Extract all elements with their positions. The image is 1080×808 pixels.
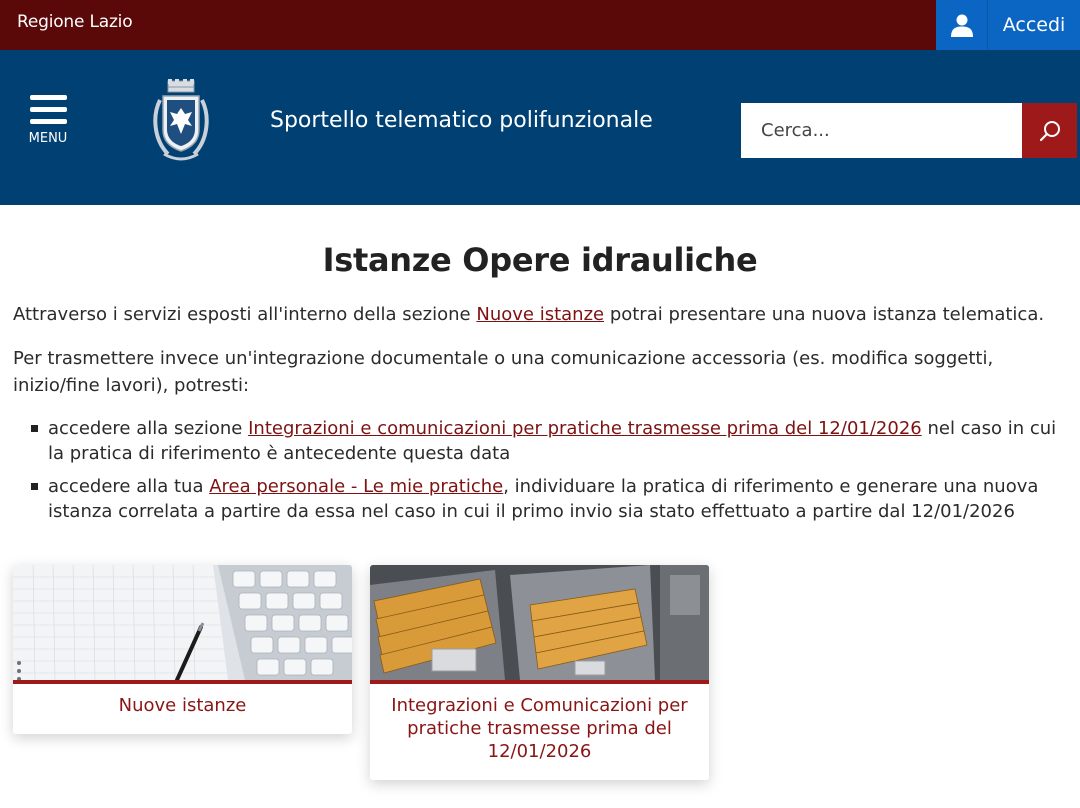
menu-label: MENU	[28, 131, 68, 146]
municipal-crest-logo[interactable]	[150, 78, 212, 168]
options-list	[13, 416, 1067, 524]
search-button[interactable]	[1022, 103, 1077, 158]
site-title[interactable]: Sportello telematico polifunzionale	[270, 108, 653, 133]
user-icon	[936, 0, 988, 50]
list-item	[13, 474, 1067, 524]
site-header	[0, 50, 1080, 205]
keyboard-notebook-image	[13, 565, 352, 680]
file-cabinet-image	[370, 565, 709, 680]
integration-paragraph: Per trasmettere invece un'integrazione documentale o una comunicazione accessoria (es. modifica soggetti, inizio/fine lavori), potresti:	[13, 348, 994, 396]
region-link[interactable]: Regione Lazio	[17, 12, 133, 32]
card-title[interactable]: Nuove istanze	[118, 695, 247, 716]
login-button[interactable]	[936, 0, 1080, 50]
intro-text-after: potrai presentare una nuova istanza telematica.	[604, 304, 1045, 325]
card-nuove-istanze[interactable]	[13, 565, 352, 734]
option-text-after: , individuare la pratica di riferimento e generare una nuova istanza correlata a partire da essa nel caso in cui il primo invio sia stato effettuato a partire dal 12/01/2026	[48, 476, 1039, 522]
option-text-before: accedere alla tua	[48, 476, 210, 497]
card-integrazioni[interactable]	[370, 565, 709, 780]
integrazioni-link[interactable]: Integrazioni e comunicazioni per pratiche trasmesse prima del 12/01/2026	[248, 418, 922, 439]
option-text-before: accedere alla sezione	[48, 418, 249, 439]
list-item	[13, 416, 1067, 466]
intro-paragraph	[13, 301, 1067, 328]
search-icon	[1038, 119, 1062, 143]
login-label: Accedi	[1002, 14, 1066, 36]
area-personale-link[interactable]: Area personale - Le mie pratiche	[209, 476, 504, 497]
search-bar	[741, 103, 1077, 158]
top-bar	[0, 0, 1080, 50]
card-title[interactable]: Integrazioni e Comunicazioni per pratiche trasmesse prima del 12/01/2026	[391, 695, 688, 762]
main-content	[13, 205, 1067, 532]
nuove-istanze-link[interactable]: Nuove istanze	[476, 304, 605, 325]
option-text-after: nel caso in cui la pratica di riferimento è antecedente questa data	[48, 418, 1057, 464]
hamburger-icon	[28, 95, 68, 124]
intro-text-before: Attraverso i servizi esposti all'interno della sezione	[13, 304, 477, 325]
menu-button[interactable]	[28, 95, 68, 146]
search-input[interactable]	[741, 103, 1022, 158]
page-title: Istanze Opere idrauliche	[322, 241, 758, 279]
